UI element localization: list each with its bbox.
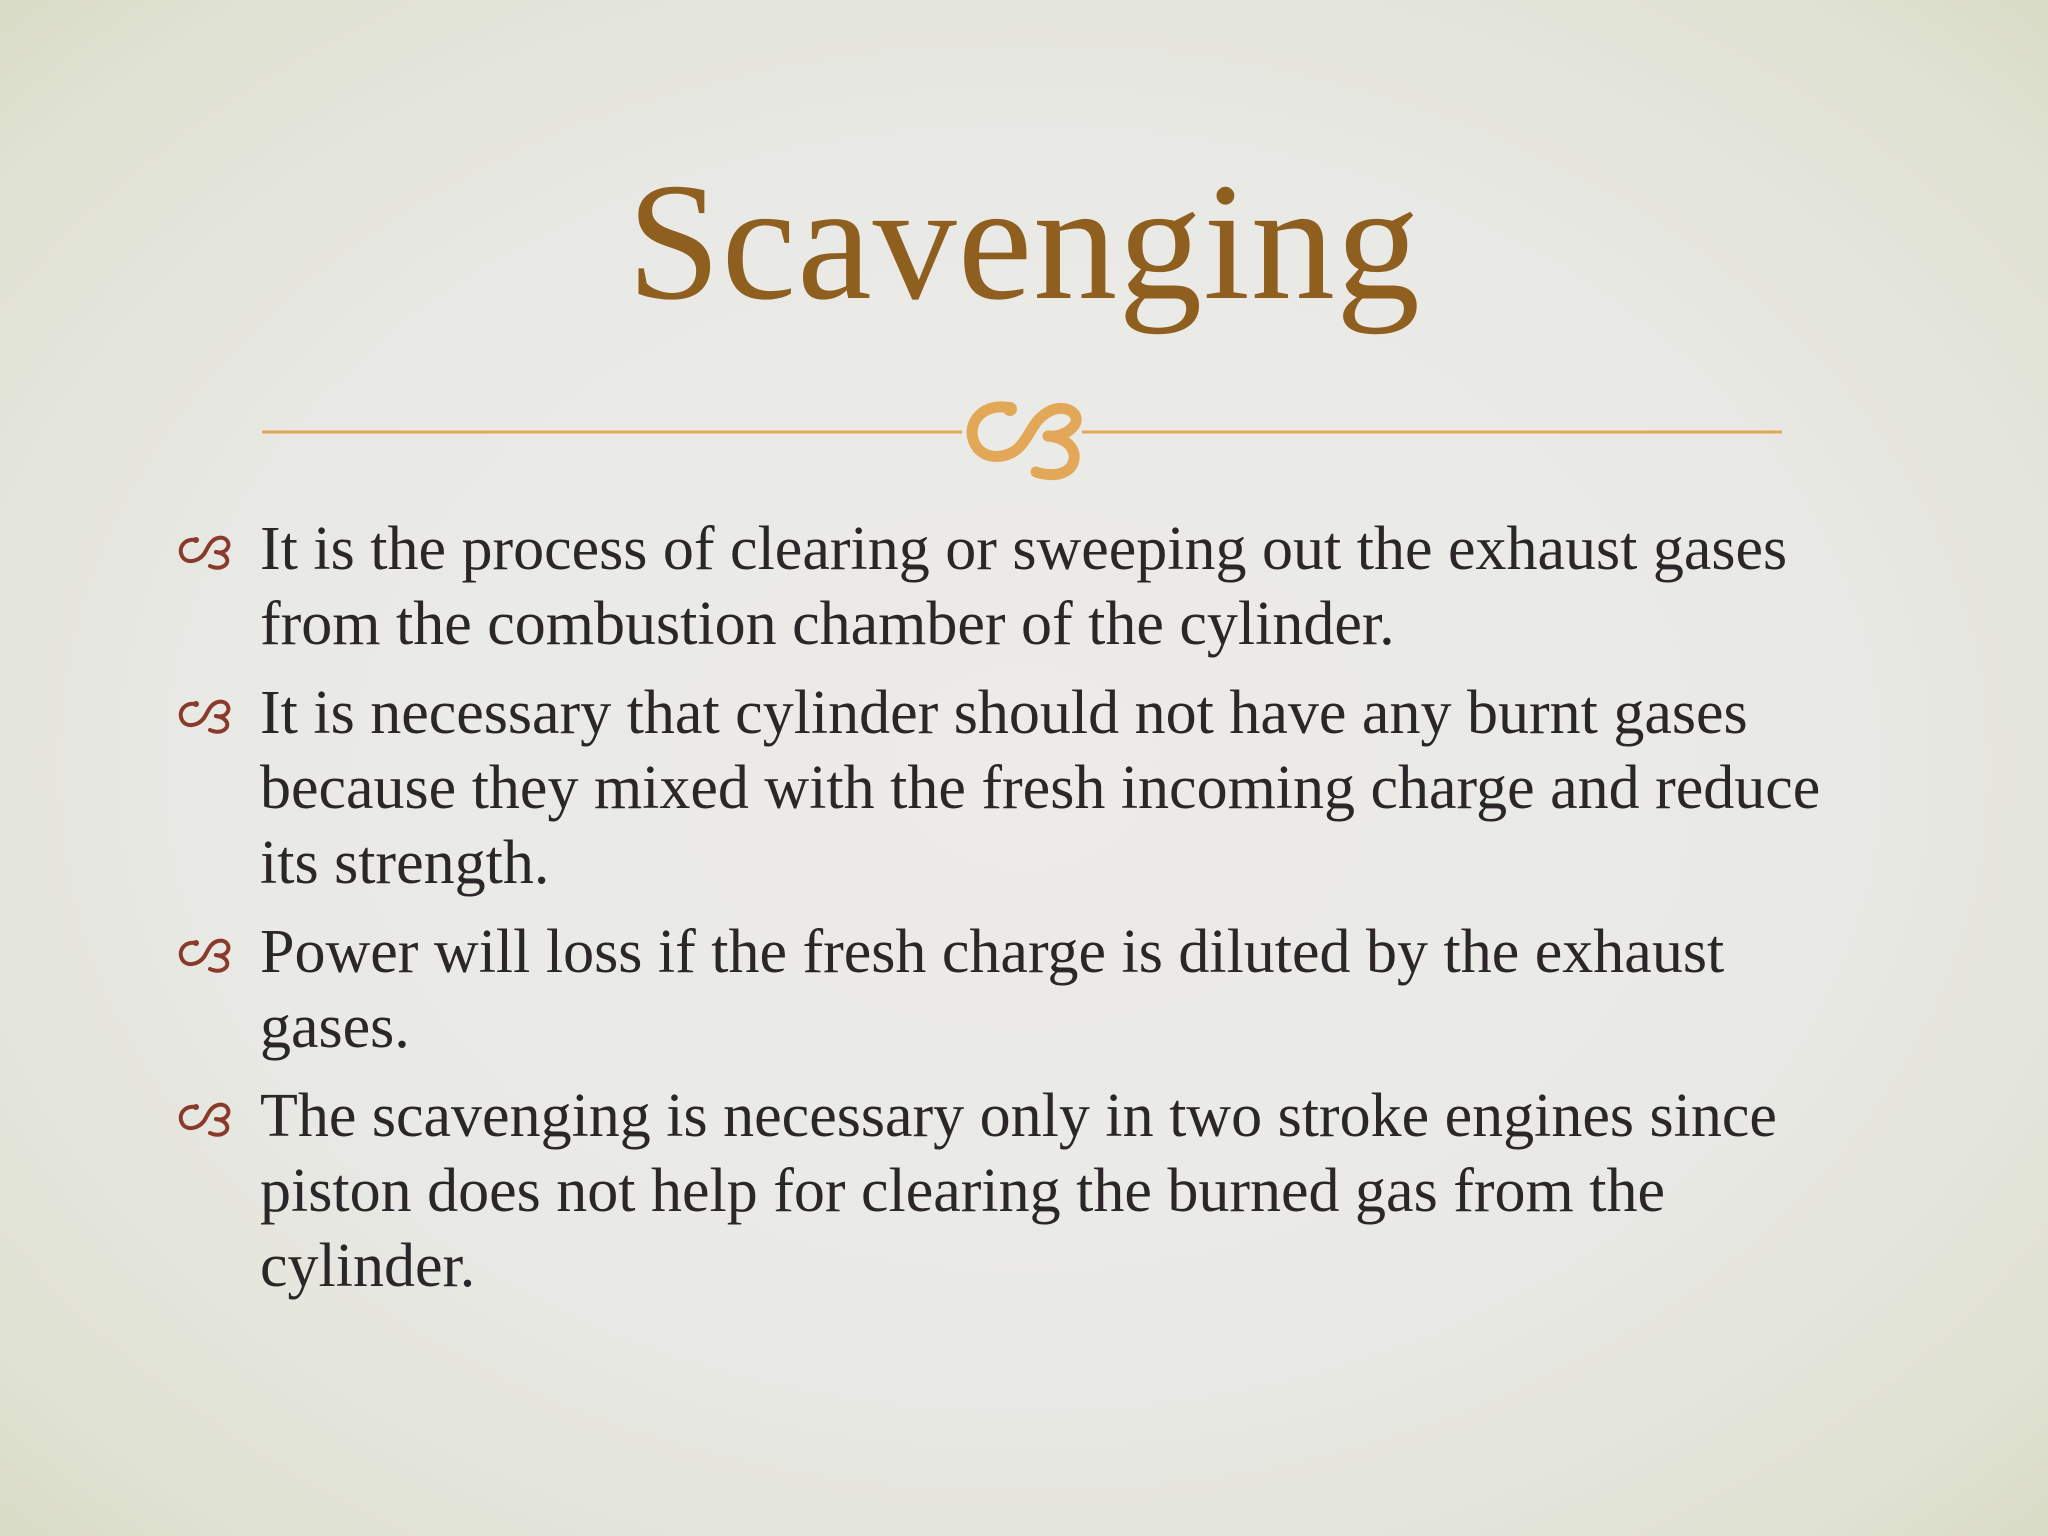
- bullet-text: It is the process of clearing or sweeping out the exhaust gases from the combustion chamber of the cylinder.: [260, 515, 1788, 658]
- bullet-item: [176, 676, 1876, 901]
- ornament-divider-icon: [262, 382, 1782, 482]
- fleuron-bullet-icon: [176, 933, 238, 973]
- slide-title: Scavenging: [627, 149, 1421, 335]
- bullet-item: [176, 1079, 1876, 1304]
- bullet-list: [176, 512, 1876, 1318]
- bullet-text: Power will loss if the fresh charge is diluted by the exhaust gases.: [260, 918, 1725, 1061]
- fleuron-bullet-icon: [176, 530, 238, 570]
- bullet-text: The scavenging is necessary only in two stroke engines since piston does not help for clearing the burned gas from the cylinder.: [260, 1082, 1777, 1300]
- title-divider: [262, 382, 1782, 482]
- fleuron-bullet-icon: [176, 694, 238, 734]
- bullet-item: [176, 915, 1876, 1065]
- fleuron-bullet-icon: [176, 1097, 238, 1137]
- bullet-text: It is necessary that cylinder should not have any burnt gases because they mixed with the fresh incoming charge and reduce its strength.: [260, 679, 1821, 897]
- bullet-item: [176, 512, 1876, 662]
